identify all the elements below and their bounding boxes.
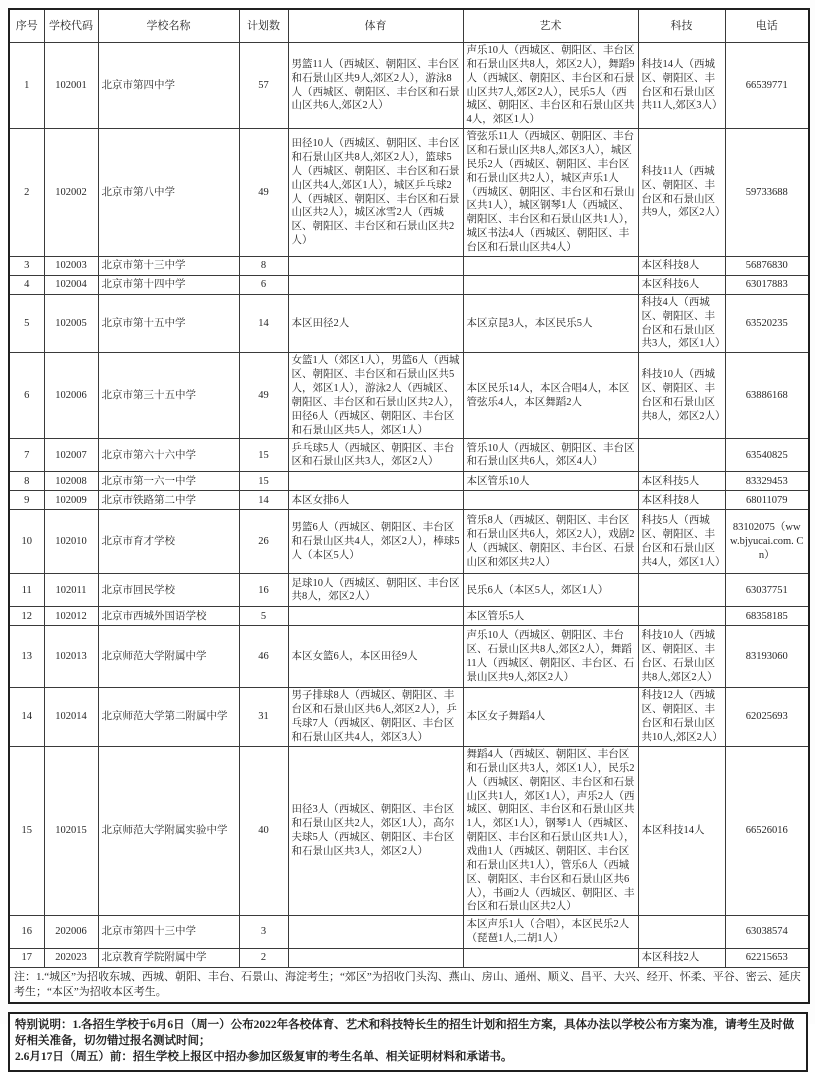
cell-tech: [638, 916, 725, 949]
cell-sports: 男篮11人（西城区、朝阳区、丰台区和石景山区共9人,郊区2人），游泳8人（西城区、朝阳区、丰台区和石景山区共6人,郊区2人）: [288, 43, 463, 129]
cell-name: 北京市第六十六中学: [98, 439, 239, 472]
cell-sports: [288, 607, 463, 626]
cell-sports: 本区田径2人: [288, 294, 463, 352]
table-row: [9, 129, 809, 257]
cell-no: 11: [9, 574, 44, 607]
table-row: [9, 353, 809, 439]
cell-sports: 本区女排6人: [288, 491, 463, 510]
cell-phone: 59733688: [725, 129, 809, 257]
table-row: [9, 43, 809, 129]
cell-code: 102011: [44, 574, 98, 607]
note-row: [9, 968, 809, 1003]
cell-arts: 声乐10人（西城区、朝阳区、丰台区和石景山区共8人，郊区2人），舞蹈9人（西城区、朝阳区、丰台区和石景山区共7人,郊区2人），民乐5人（西城区、朝阳区、丰台区和石景山区共4人，郊区1人）: [463, 43, 638, 129]
cell-phone: 68011079: [725, 491, 809, 510]
cell-code: 102012: [44, 607, 98, 626]
cell-sports: 足球10人（西城区、朝阳区、丰台区共8人，郊区2人）: [288, 574, 463, 607]
cell-code: 102010: [44, 510, 98, 574]
table-row: [9, 688, 809, 746]
cell-plan: 5: [239, 607, 288, 626]
cell-plan: 26: [239, 510, 288, 574]
cell-name: 北京教育学院附属中学: [98, 949, 239, 968]
cell-arts: [463, 949, 638, 968]
column-header-sports: 体育: [288, 9, 463, 43]
cell-no: 7: [9, 439, 44, 472]
cell-arts: 舞蹈4人（西城区、朝阳区、丰台区和石景山区共3人，郊区1人），民乐2人（西城区、朝阳区、丰台区和石景山区共1人，郊区1人），声乐2人（西城区、朝阳区、丰台区和石景山区共1人，郊区1人），钢琴1人（西城区、朝阳区、丰台区和石景山区共1人），戏曲1人（西城区、朝阳区、丰台区和石景山区共1人），管乐6人（西城区、朝阳区、丰台区和石景山区共6人），书画2人（西城区、朝阳区、丰台区和石景山区共2人）: [463, 746, 638, 915]
cell-no: 16: [9, 916, 44, 949]
cell-code: 102004: [44, 275, 98, 294]
cell-phone: 63886168: [725, 353, 809, 439]
cell-plan: 14: [239, 294, 288, 352]
school-enrollment-table: [8, 8, 810, 1004]
cell-name: 北京市回民学校: [98, 574, 239, 607]
cell-name: 北京市第十五中学: [98, 294, 239, 352]
cell-sports: 田径10人（西城区、朝阳区、丰台区和石景山区共8人,郊区2人），篮球5人（西城区、朝阳区、丰台区和石景山区共4人,郊区1人），城区乒乓球2人（西城区、朝阳区、丰台区和石景山区共2人），城区冰雪2人（西城区、朝阳区、丰台区和石景山区共2人）: [288, 129, 463, 257]
table-row: [9, 916, 809, 949]
cell-tech: 科技10人（西城区、朝阳区、丰台区和石景山区共8人，郊区2人）: [638, 353, 725, 439]
cell-plan: 6: [239, 275, 288, 294]
cell-name: 北京市第十三中学: [98, 256, 239, 275]
table-header: [9, 9, 809, 43]
column-header-no: 序号: [9, 9, 44, 43]
cell-sports: [288, 275, 463, 294]
cell-arts: [463, 491, 638, 510]
cell-name: 北京市第四十三中学: [98, 916, 239, 949]
cell-tech: 本区科技6人: [638, 275, 725, 294]
cell-tech: 科技14人（西城区、朝阳区、丰台区和石景山区共11人,郊区3人）: [638, 43, 725, 129]
cell-no: 12: [9, 607, 44, 626]
column-header-tech: 科技: [638, 9, 725, 43]
cell-no: 6: [9, 353, 44, 439]
cell-arts: 本区管乐5人: [463, 607, 638, 626]
cell-plan: 15: [239, 439, 288, 472]
header-row: [9, 9, 809, 43]
cell-phone: 83102075（www.bjyucai.com. Cn）: [725, 510, 809, 574]
cell-phone: 63520235: [725, 294, 809, 352]
table-row: [9, 439, 809, 472]
cell-plan: 14: [239, 491, 288, 510]
cell-name: 北京市铁路第二中学: [98, 491, 239, 510]
cell-tech: 本区科技8人: [638, 491, 725, 510]
cell-code: 102002: [44, 129, 98, 257]
cell-no: 4: [9, 275, 44, 294]
table-row: [9, 256, 809, 275]
cell-sports: [288, 949, 463, 968]
cell-sports: [288, 256, 463, 275]
column-header-plan: 计划数: [239, 9, 288, 43]
cell-tech: 本区科技14人: [638, 746, 725, 915]
cell-plan: 2: [239, 949, 288, 968]
cell-phone: 83329453: [725, 472, 809, 491]
cell-tech: 科技4人（西城区、朝阳区、丰台区和石景山区共3人，郊区1人）: [638, 294, 725, 352]
table-row: [9, 949, 809, 968]
cell-plan: 40: [239, 746, 288, 915]
cell-code: 102014: [44, 688, 98, 746]
cell-sports: 男子排球8人（西城区、朝阳区、丰台区和石景山区共6人,郊区2人），乒乓球7人（西城区、朝阳区、丰台区和石景山区共4人，郊区3人）: [288, 688, 463, 746]
table-row: [9, 626, 809, 688]
cell-phone: 66526016: [725, 746, 809, 915]
cell-plan: 49: [239, 353, 288, 439]
cell-no: 2: [9, 129, 44, 257]
special-note-line: 2.6月17日（周五）前：招生学校上报区中招办参加区级复审的考生名单、相关证明材料和承诺书。: [15, 1051, 513, 1064]
cell-code: 102009: [44, 491, 98, 510]
cell-tech: 科技11人（西城区、朝阳区、丰台区和石景山区共9人，郊区2人）: [638, 129, 725, 257]
cell-no: 1: [9, 43, 44, 129]
table-body: [9, 43, 809, 1003]
cell-name: 北京师范大学附属中学: [98, 626, 239, 688]
column-header-name: 学校名称: [98, 9, 239, 43]
cell-code: 102015: [44, 746, 98, 915]
cell-arts: 民乐6人（本区5人，郊区1人）: [463, 574, 638, 607]
cell-phone: 56876830: [725, 256, 809, 275]
cell-name: 北京市第八中学: [98, 129, 239, 257]
table-row: [9, 294, 809, 352]
cell-name: 北京市第十四中学: [98, 275, 239, 294]
cell-no: 10: [9, 510, 44, 574]
cell-plan: 49: [239, 129, 288, 257]
cell-arts: [463, 275, 638, 294]
cell-name: 北京市育才学校: [98, 510, 239, 574]
cell-tech: 科技10人（西城区、朝阳区、丰台区、石景山区共8人,郊区2人）: [638, 626, 725, 688]
cell-plan: 15: [239, 472, 288, 491]
cell-phone: 83193060: [725, 626, 809, 688]
cell-name: 北京市第一六一中学: [98, 472, 239, 491]
cell-plan: 57: [239, 43, 288, 129]
cell-no: 8: [9, 472, 44, 491]
cell-plan: 3: [239, 916, 288, 949]
cell-no: 3: [9, 256, 44, 275]
cell-no: 15: [9, 746, 44, 915]
cell-code: 102005: [44, 294, 98, 352]
cell-code: 202023: [44, 949, 98, 968]
cell-sports: [288, 916, 463, 949]
table-row: [9, 746, 809, 915]
column-header-phone: 电话: [725, 9, 809, 43]
special-notes-box: [8, 1012, 808, 1072]
cell-sports: 田径3人（西城区、朝阳区、丰台区和石景山区共2人，郊区1人），高尔夫球5人（西城区、朝阳区、丰台区和石景山区共3人，郊区2人）: [288, 746, 463, 915]
cell-phone: 63037751: [725, 574, 809, 607]
cell-sports: 女篮1人（郊区1人），男篮6人（西城区、朝阳区、丰台区和石景山区共5人，郊区1人），游泳2人（西城区、朝阳区、丰台区和石景山区共2人），田径6人（西城区、朝阳区、丰台区和石景山区共5人，郊区1人）: [288, 353, 463, 439]
cell-plan: 16: [239, 574, 288, 607]
cell-arts: 声乐10人（西城区、朝阳区、丰台区、石景山区共8人,郊区2人），舞蹈11人（西城区、朝阳区、丰台区、石景山区共9人,郊区2人）: [463, 626, 638, 688]
cell-sports: [288, 472, 463, 491]
cell-code: 202006: [44, 916, 98, 949]
note-text: 注：1.“城区”为招收东城、西城、朝阳、丰台、石景山、海淀考生；“郊区”为招收门头沟、燕山、房山、通州、顺义、昌平、大兴、经开、怀柔、平谷、密云、延庆考生；“本区”为招收本区考生。: [9, 968, 809, 1003]
table-row: [9, 472, 809, 491]
cell-sports: 乒乓球5人（西城区、朝阳区、丰台区和石景山区共3人，郊区2人）: [288, 439, 463, 472]
cell-arts: [463, 256, 638, 275]
table-row: [9, 510, 809, 574]
cell-arts: 管乐10人（西城区、朝阳区、丰台区和石景山区共6人，郊区4人）: [463, 439, 638, 472]
cell-phone: 62215653: [725, 949, 809, 968]
table-row: [9, 491, 809, 510]
cell-no: 9: [9, 491, 44, 510]
cell-phone: 63017883: [725, 275, 809, 294]
cell-plan: 8: [239, 256, 288, 275]
table-row: [9, 275, 809, 294]
cell-arts: 本区管乐10人: [463, 472, 638, 491]
special-note-line: 特别说明：1.各招生学校于6月6日（周一）公布2022年各校体育、艺术和科技特长生的招生计划和招生方案，具体办法以学校公布方案为准，请考生及时做好相关准备，切勿错过报名测试时间；: [15, 1018, 795, 1048]
cell-tech: 本区科技2人: [638, 949, 725, 968]
cell-name: 北京市西城外国语学校: [98, 607, 239, 626]
cell-plan: 46: [239, 626, 288, 688]
cell-arts: 本区京昆3人，本区民乐5人: [463, 294, 638, 352]
cell-sports: 男篮6人（西城区、朝阳区、丰台区和石景山区共4人，郊区2人），棒球5人（本区5人）: [288, 510, 463, 574]
cell-no: 14: [9, 688, 44, 746]
table-row: [9, 574, 809, 607]
table-row: [9, 607, 809, 626]
cell-code: 102007: [44, 439, 98, 472]
cell-no: 17: [9, 949, 44, 968]
cell-plan: 31: [239, 688, 288, 746]
cell-arts: 本区女子舞蹈4人: [463, 688, 638, 746]
cell-tech: 本区科技8人: [638, 256, 725, 275]
cell-code: 102013: [44, 626, 98, 688]
cell-no: 5: [9, 294, 44, 352]
cell-phone: 63038574: [725, 916, 809, 949]
cell-no: 13: [9, 626, 44, 688]
column-header-code: 学校代码: [44, 9, 98, 43]
column-header-arts: 艺术: [463, 9, 638, 43]
cell-code: 102006: [44, 353, 98, 439]
cell-phone: 63540825: [725, 439, 809, 472]
cell-arts: 管弦乐11人（西城区、朝阳区、丰台区和石景山区共8人,郊区3人），城区民乐2人（西城区、朝阳区、丰台区和石景山区共2人），城区声乐1人（西城区、朝阳区、丰台区和石景山区共1人），城区钢琴1人（西城区、朝阳区、丰台区和石景山区共1人），城区书法4人（西城区、朝阳区、丰台区和石景山区共4人）: [463, 129, 638, 257]
cell-tech: 科技5人（西城区、朝阳区、丰台区和石景山区共4人，郊区1人）: [638, 510, 725, 574]
cell-name: 北京师范大学附属实验中学: [98, 746, 239, 915]
cell-name: 北京市第三十五中学: [98, 353, 239, 439]
cell-tech: [638, 574, 725, 607]
cell-arts: 管乐8人（西城区、朝阳区、丰台区和石景山区共6人，郊区2人），戏剧2人（西城区、朝阳区、丰台区、石景山区和郊区共2人）: [463, 510, 638, 574]
cell-tech: 本区科技5人: [638, 472, 725, 491]
cell-name: 北京师范大学第二附属中学: [98, 688, 239, 746]
cell-phone: 68358185: [725, 607, 809, 626]
cell-code: 102008: [44, 472, 98, 491]
cell-phone: 62025693: [725, 688, 809, 746]
cell-tech: 科技12人（西城区、朝阳区、丰台区和石景山区共10人,郊区2人）: [638, 688, 725, 746]
cell-name: 北京市第四中学: [98, 43, 239, 129]
cell-phone: 66539771: [725, 43, 809, 129]
cell-arts: 本区民乐14人，本区合唱4人，本区管弦乐4人，本区舞蹈2人: [463, 353, 638, 439]
cell-code: 102001: [44, 43, 98, 129]
cell-sports: 本区女篮6人，本区田径9人: [288, 626, 463, 688]
cell-tech: [638, 607, 725, 626]
cell-arts: 本区声乐1人（合唱），本区民乐2人（琵琶1人,二胡1人）: [463, 916, 638, 949]
cell-code: 102003: [44, 256, 98, 275]
cell-tech: [638, 439, 725, 472]
